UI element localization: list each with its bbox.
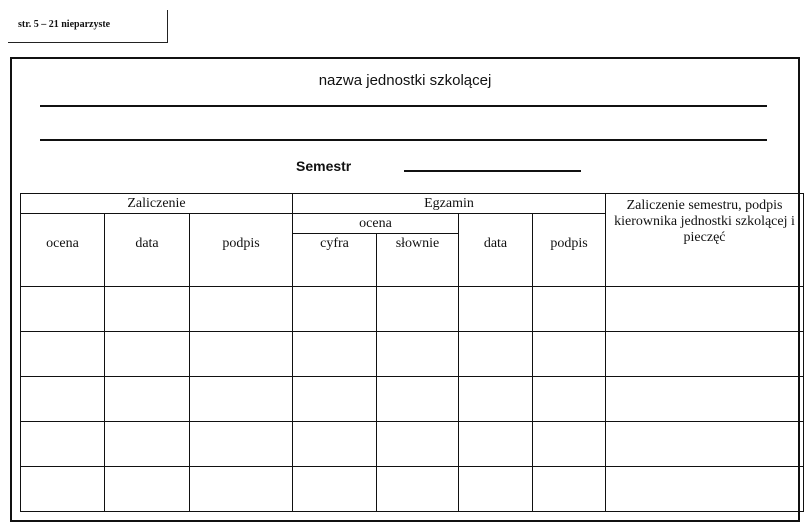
table-cell[interactable] xyxy=(293,377,377,422)
table-cell[interactable] xyxy=(459,422,533,467)
table-cell[interactable] xyxy=(533,332,606,377)
table-cell[interactable] xyxy=(606,467,804,512)
table-cell[interactable] xyxy=(190,332,293,377)
unit-name-line-2[interactable] xyxy=(40,139,767,141)
table-cell[interactable] xyxy=(606,332,804,377)
table-cell[interactable] xyxy=(377,422,459,467)
table-cell[interactable] xyxy=(21,287,105,332)
table-cell[interactable] xyxy=(459,332,533,377)
header-zal-podpis: podpis xyxy=(190,214,293,287)
table-cell[interactable] xyxy=(105,422,190,467)
table-row xyxy=(21,467,804,512)
table-cell[interactable] xyxy=(105,287,190,332)
table-cell[interactable] xyxy=(21,422,105,467)
record-card xyxy=(10,57,800,522)
semester-field-line[interactable] xyxy=(404,170,581,172)
header-row-1 xyxy=(21,194,804,214)
table-row xyxy=(21,422,804,467)
table-cell[interactable] xyxy=(377,377,459,422)
header-egz-data: data xyxy=(459,214,533,287)
table-cell[interactable] xyxy=(190,377,293,422)
table-cell[interactable] xyxy=(533,467,606,512)
unit-title: nazwa jednostki szkolącej xyxy=(318,72,492,89)
table-cell[interactable] xyxy=(606,377,804,422)
table-cell[interactable] xyxy=(105,467,190,512)
table-cell[interactable] xyxy=(459,377,533,422)
table-cell[interactable] xyxy=(533,287,606,332)
header-egz-ocena: ocena xyxy=(293,214,459,234)
table-row xyxy=(21,287,804,332)
header-egz-slownie: słownie xyxy=(377,234,459,287)
unit-name-line-1[interactable] xyxy=(40,105,767,107)
table-cell[interactable] xyxy=(377,287,459,332)
table-row xyxy=(21,332,804,377)
header-egz-podpis: podpis xyxy=(533,214,606,287)
table-cell[interactable] xyxy=(533,422,606,467)
header-semester-credit: Zaliczenie semestru, podpis kierownika jednostki szkolącej i pieczęć xyxy=(606,194,804,287)
table-cell[interactable] xyxy=(377,332,459,377)
table-cell[interactable] xyxy=(21,332,105,377)
table-cell[interactable] xyxy=(293,467,377,512)
header-egz-cyfra: cyfra xyxy=(293,234,377,287)
header-zal-data: data xyxy=(105,214,190,287)
table-cell[interactable] xyxy=(21,377,105,422)
table-cell[interactable] xyxy=(459,467,533,512)
table-cell[interactable] xyxy=(190,467,293,512)
table-cell[interactable] xyxy=(293,422,377,467)
grades-table xyxy=(20,193,804,512)
page-range-text: str. 5 – 21 nieparzyste xyxy=(18,19,111,30)
table-cell[interactable] xyxy=(459,287,533,332)
table-cell[interactable] xyxy=(190,287,293,332)
table-cell[interactable] xyxy=(293,287,377,332)
table-cell[interactable] xyxy=(21,467,105,512)
table-cell[interactable] xyxy=(606,422,804,467)
header-egzamin: Egzamin xyxy=(293,194,606,214)
table-cell[interactable] xyxy=(105,377,190,422)
semester-label: Semestr xyxy=(296,158,352,174)
header-zaliczenie: Zaliczenie xyxy=(21,194,293,214)
table-cell[interactable] xyxy=(377,467,459,512)
table-cell[interactable] xyxy=(105,332,190,377)
header-zal-ocena: ocena xyxy=(21,214,105,287)
page-range-tag xyxy=(8,10,168,43)
table-cell[interactable] xyxy=(293,332,377,377)
table-row xyxy=(21,377,804,422)
table-cell[interactable] xyxy=(606,287,804,332)
table-cell[interactable] xyxy=(533,377,606,422)
table-cell[interactable] xyxy=(190,422,293,467)
